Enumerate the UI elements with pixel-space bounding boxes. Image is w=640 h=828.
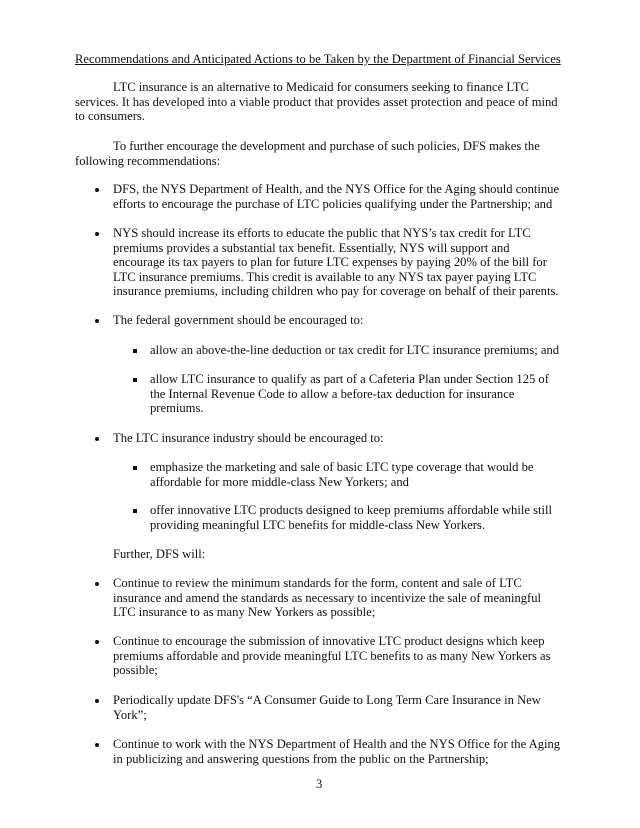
text-line: providing meaningful LTC benefits for middle-class New Yorkers.	[150, 517, 485, 532]
bullet-dot-icon	[95, 699, 99, 703]
text-line: The LTC insurance industry should be encouraged to:	[113, 431, 384, 445]
text-line: affordable for more middle-class New Yorkers; and	[150, 474, 409, 489]
text-line: Continue to work with the NYS Department of Health and the NYS Office for the Aging	[113, 737, 561, 751]
text-line: LTC insurance is an alternative to Medicaid for consumers seeking to finance LTC	[113, 80, 529, 94]
bullet-square-icon	[133, 509, 137, 513]
text-line: insurance premiums, including children who pay for coverage on behalf of their parents.	[113, 284, 559, 298]
text-line: services. It has developed into a viable product that provides asset protection and peace of mind	[75, 94, 558, 109]
page-number: 3	[316, 777, 323, 791]
text-line: LTC insurance premiums. This credit is available to any NYS tax payer paying LTC	[113, 269, 537, 284]
bullet-square-icon	[133, 466, 137, 470]
text-line: premiums.	[150, 401, 204, 415]
text-line: in publicizing and answering questions from the public on the Partnership;	[113, 751, 489, 766]
text-line: insurance and amend the standards as necessary to incentivize the sale of meaningful	[113, 590, 542, 605]
text-line: allow LTC insurance to qualify as part of a Cafeteria Plan under Section 125 of	[150, 372, 549, 386]
text-line: Further, DFS will:	[113, 547, 206, 561]
text-line: Continue to review the minimum standards for the form, content and sale of LTC	[113, 576, 522, 590]
text-line: York”;	[113, 707, 147, 722]
bullet-dot-icon	[95, 743, 99, 747]
text-line: offer innovative LTC products designed to keep premiums affordable while still	[150, 503, 552, 517]
text-line: possible;	[113, 663, 158, 677]
text-line: LTC insurance to as many New Yorkers as possible;	[113, 605, 376, 619]
text-line: following recommendations:	[75, 153, 221, 168]
text-line: the Internal Revenue Code to allow a before-tax deduction for insurance	[150, 386, 515, 401]
text-line: DFS, the NYS Department of Health, and the NYS Office for the Aging should continue	[113, 182, 560, 196]
text-line: efforts to encourage the purchase of LTC policies qualifying under the Partnership; and	[113, 196, 553, 211]
bullet-dot-icon	[95, 232, 99, 236]
section-heading: Recommendations and Anticipated Actions to be Taken by the Department of Financial Services	[75, 52, 561, 66]
text-line: The federal government should be encouraged to:	[113, 313, 364, 327]
text-line: Periodically update DFS's “A Consumer Guide to Long Term Care Insurance in New	[113, 693, 541, 707]
text-line: NYS should increase its efforts to educate the public that NYS’s tax credit for LTC	[113, 226, 531, 240]
text-line: allow an above-the-line deduction or tax credit for LTC insurance premiums; and	[150, 343, 560, 357]
text-line: emphasize the marketing and sale of basic LTC type coverage that would be	[150, 460, 534, 474]
bullet-square-icon	[133, 349, 137, 353]
text-line: Continue to encourage the submission of innovative LTC product designs which keep	[113, 634, 545, 648]
bullet-dot-icon	[95, 188, 99, 192]
text-line: premiums provides a substantial tax benefit. Essentially, NYS will support and	[113, 240, 510, 255]
bullet-dot-icon	[95, 640, 99, 644]
bullet-dot-icon	[95, 582, 99, 586]
bullet-dot-icon	[95, 319, 99, 323]
bullet-dot-icon	[95, 437, 99, 441]
bullet-square-icon	[133, 378, 137, 382]
text-line: encourage its tax payers to plan for future LTC expenses by paying 20% of the bill for	[113, 255, 547, 269]
text-line: to consumers.	[75, 109, 145, 123]
text-line: premiums affordable and provide meaningful LTC benefits to as many New Yorkers as	[113, 648, 551, 663]
text-line: To further encourage the development and purchase of such policies, DFS makes the	[113, 139, 540, 153]
